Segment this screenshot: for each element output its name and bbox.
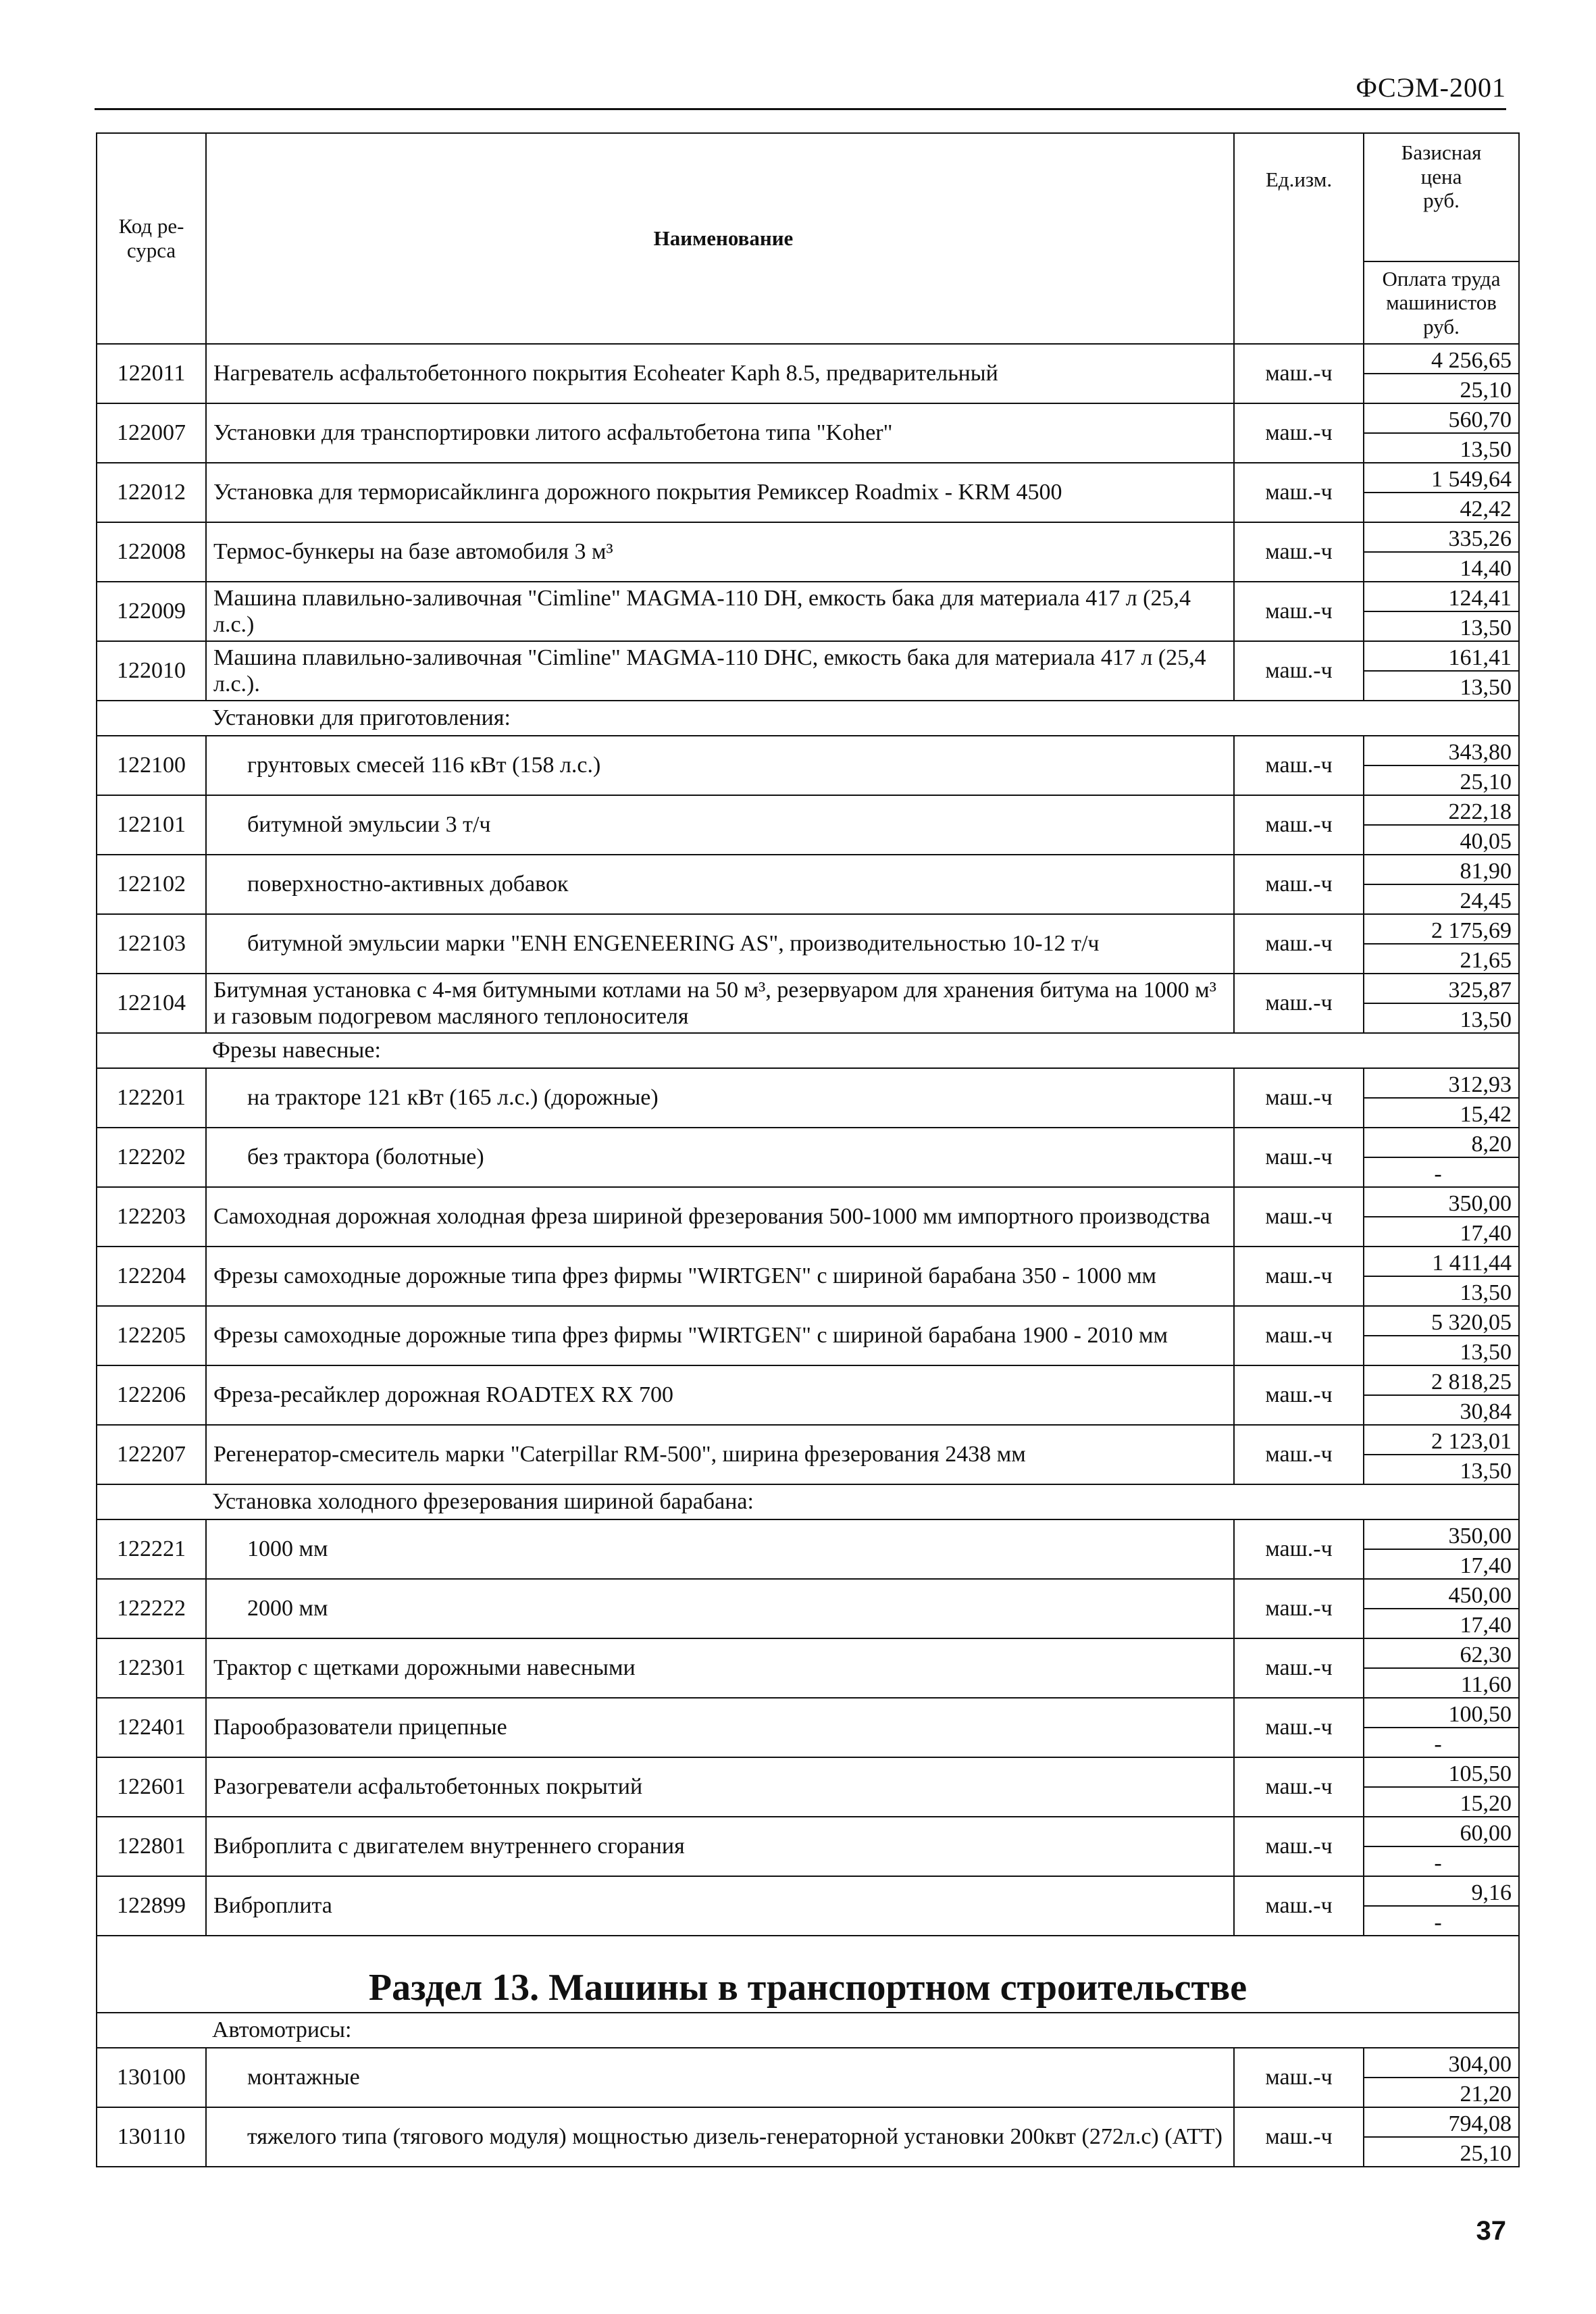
table-row (97, 522, 1519, 582)
operator-pay: 11,60 (1460, 1672, 1512, 1698)
table-row (97, 1698, 1519, 1757)
resource-code: 122221 (97, 1519, 206, 1579)
price-cell (1364, 974, 1519, 1033)
price-cell (1364, 795, 1519, 855)
price-box (1364, 855, 1518, 913)
resource-unit: маш.-ч (1234, 1698, 1364, 1757)
resource-unit: маш.-ч (1234, 1757, 1364, 1817)
price-cell (1364, 1247, 1519, 1306)
table-row (97, 736, 1519, 795)
resource-code: 122008 (97, 522, 206, 582)
price-cell (1364, 344, 1519, 403)
resource-code: 122100 (97, 736, 206, 795)
price-cell (1364, 641, 1519, 701)
base-price: 81,90 (1364, 855, 1518, 885)
base-price: 62,30 (1364, 1639, 1518, 1669)
table-row (97, 855, 1519, 914)
base-price: 8,20 (1364, 1128, 1518, 1158)
table-row (97, 1876, 1519, 1936)
resource-name: Парообразователи прицепные (206, 1698, 1234, 1757)
section-heading: Раздел 13. Машины в транспортном строительстве (368, 1967, 1247, 2009)
resource-unit: маш.-ч (1234, 1876, 1364, 1936)
price-cell (1364, 582, 1519, 641)
header-price-pay: Оплата труда машинистов руб. (1382, 266, 1501, 338)
price-box (1364, 345, 1518, 403)
resource-code: 122201 (97, 1068, 206, 1128)
base-price: 350,00 (1364, 1188, 1518, 1217)
table-row (97, 1579, 1519, 1638)
resource-name: Битумная установка с 4-мя битумными котлами на 50 м³, резервуаром для хранения битума на 1000 м³ и газовым подогревом масляного теплоносителя (206, 974, 1234, 1033)
table-row (97, 974, 1519, 1033)
operator-pay: 30,84 (1460, 1399, 1512, 1425)
operator-pay: 25,10 (1460, 378, 1512, 403)
price-box (1364, 1758, 1518, 1816)
price-box (1364, 1188, 1518, 1246)
resource-name: Регенератор-смеситель марки "Caterpillar RM-500", ширина фрезерования 2438 мм (206, 1425, 1234, 1484)
resource-code: 130110 (97, 2107, 206, 2167)
price-cell (1364, 1519, 1519, 1579)
table-row (97, 2048, 1519, 2107)
resource-unit: маш.-ч (1234, 736, 1364, 795)
price-box (1364, 1639, 1518, 1697)
resource-unit: маш.-ч (1234, 1425, 1364, 1484)
operator-pay: 13,50 (1460, 675, 1512, 701)
price-box (1364, 404, 1518, 462)
price-cell (1364, 1365, 1519, 1425)
operator-pay: 15,42 (1460, 1102, 1512, 1128)
resource-unit: маш.-ч (1234, 1638, 1364, 1698)
operator-pay: - (1434, 1910, 1442, 1936)
resource-name: битумной эмульсии 3 т/ч (206, 795, 1234, 855)
price-box (1364, 2048, 1518, 2107)
resource-unit: маш.-ч (1234, 1128, 1364, 1187)
base-price: 9,16 (1364, 1877, 1518, 1907)
resource-name: битумной эмульсии марки "ENH ENGENEERING AS", производительностью 10-12 т/ч (206, 914, 1234, 974)
operator-pay: 21,20 (1460, 2082, 1512, 2107)
price-box (1364, 796, 1518, 854)
base-price: 1 411,44 (1364, 1247, 1518, 1277)
resource-code: 130100 (97, 2048, 206, 2107)
resource-unit: маш.-ч (1234, 344, 1364, 403)
price-cell (1364, 1187, 1519, 1247)
table-row (97, 1247, 1519, 1306)
resource-name: Фреза-ресайклер дорожная ROADTEX RX 700 (206, 1365, 1234, 1425)
table-row (97, 2107, 1519, 2167)
price-cell (1364, 1817, 1519, 1876)
table-row (97, 582, 1519, 641)
operator-pay: 25,10 (1460, 2141, 1512, 2167)
price-cell (1364, 1579, 1519, 1638)
group-heading: Автомотрисы: (97, 2013, 1519, 2048)
price-cell (1364, 1698, 1519, 1757)
operator-pay: 17,40 (1460, 1221, 1512, 1247)
price-box (1364, 463, 1518, 522)
operator-pay: 17,40 (1460, 1553, 1512, 1579)
table-row (97, 1365, 1519, 1425)
base-price: 2 175,69 (1364, 915, 1518, 945)
resource-code: 122102 (97, 855, 206, 914)
resource-code: 122899 (97, 1876, 206, 1936)
resource-unit: маш.-ч (1234, 974, 1364, 1033)
table-row (97, 914, 1519, 974)
price-box (1364, 1580, 1518, 1638)
price-box (1364, 582, 1518, 640)
group-heading-row (97, 1033, 1519, 1068)
base-price: 312,93 (1364, 1069, 1518, 1099)
resource-unit: маш.-ч (1234, 403, 1364, 463)
resource-code: 122103 (97, 914, 206, 974)
resource-name: Термос-бункеры на базе автомобиля 3 м³ (206, 522, 1234, 582)
base-price: 2 818,25 (1364, 1366, 1518, 1396)
resource-name: Разогреватели асфальтобетонных покрытий (206, 1757, 1234, 1817)
resource-name: Машина плавильно-заливочная "Cimline" MAGMA-110 DH, емкость бака для материала 417 л (25,4 л.с.) (206, 582, 1234, 641)
operator-pay: 13,50 (1460, 1459, 1512, 1484)
resource-name: Нагреватель асфальтобетонного покрытия Ecoheater Kaph 8.5, предварительный (206, 344, 1234, 403)
resource-unit: маш.-ч (1234, 1519, 1364, 1579)
resource-unit: маш.-ч (1234, 795, 1364, 855)
base-price: 325,87 (1364, 974, 1518, 1004)
price-cell (1364, 1425, 1519, 1484)
resource-code: 122205 (97, 1306, 206, 1365)
base-price: 60,00 (1364, 1817, 1518, 1847)
price-cell (1364, 914, 1519, 974)
table-row (97, 1128, 1519, 1187)
base-price: 124,41 (1364, 582, 1518, 612)
base-price: 1 549,64 (1364, 463, 1518, 493)
resource-unit: маш.-ч (1234, 914, 1364, 974)
header-name: Наименование (206, 133, 1234, 344)
resource-name: Трактор с щетками дорожными навесными (206, 1638, 1234, 1698)
price-cell (1364, 522, 1519, 582)
price-cell (1364, 855, 1519, 914)
header-unit: Ед.изм. (1234, 133, 1364, 344)
price-box (1364, 523, 1518, 581)
operator-pay: 13,50 (1460, 437, 1512, 463)
price-box (1364, 1699, 1518, 1757)
resource-name: Фрезы самоходные дорожные типа фрез фирмы "WIRTGEN" с шириной барабана 1900 - 2010 мм (206, 1306, 1234, 1365)
table-body (97, 344, 1519, 2167)
base-price: 794,08 (1364, 2108, 1518, 2138)
resource-unit: маш.-ч (1234, 582, 1364, 641)
resource-name: Фрезы самоходные дорожные типа фрез фирмы "WIRTGEN" с шириной барабана 350 - 1000 мм (206, 1247, 1234, 1306)
resource-code: 122207 (97, 1425, 206, 1484)
price-cell (1364, 1068, 1519, 1128)
price-cell (1364, 1306, 1519, 1365)
base-price: 560,70 (1364, 404, 1518, 434)
header-price-base: Базисная цена руб. (1364, 134, 1518, 262)
header-price (1364, 133, 1519, 344)
price-box (1364, 1128, 1518, 1186)
resource-code: 122202 (97, 1128, 206, 1187)
resource-name: Установки для транспортировки литого асфальтобетона типа "Koher" (206, 403, 1234, 463)
base-price: 4 256,65 (1364, 345, 1518, 374)
price-box (1364, 2108, 1518, 2166)
resource-unit: маш.-ч (1234, 641, 1364, 701)
resource-name: тяжелого типа (тягового модуля) мощностью дизель-генераторной установки 200квт (272л.с) (АТТ) (206, 2107, 1234, 2167)
table-row (97, 1638, 1519, 1698)
price-box (1364, 1817, 1518, 1876)
base-price: 105,50 (1364, 1758, 1518, 1788)
base-price: 343,80 (1364, 736, 1518, 766)
resource-unit: маш.-ч (1234, 522, 1364, 582)
table-row (97, 1068, 1519, 1128)
table-row (97, 641, 1519, 701)
base-price: 304,00 (1364, 2048, 1518, 2078)
base-price: 222,18 (1364, 796, 1518, 826)
resource-code: 122206 (97, 1365, 206, 1425)
table-row (97, 1757, 1519, 1817)
price-cell (1364, 463, 1519, 522)
resource-name: без трактора (болотные) (206, 1128, 1234, 1187)
resource-name: Машина плавильно-заливочная "Cimline" MAGMA-110 DHC, емкость бака для материала 417 л (25,4 л.с.). (206, 641, 1234, 701)
resource-name: Виброплита (206, 1876, 1234, 1936)
price-box (1364, 974, 1518, 1032)
resource-unit: маш.-ч (1234, 1365, 1364, 1425)
group-heading: Фрезы навесные: (97, 1033, 1519, 1068)
operator-pay: 42,42 (1460, 497, 1512, 522)
resource-code: 122601 (97, 1757, 206, 1817)
group-heading: Установка холодного фрезерования шириной барабана: (97, 1484, 1519, 1519)
price-box (1364, 915, 1518, 973)
resource-unit: маш.-ч (1234, 1817, 1364, 1876)
price-cell (1364, 1128, 1519, 1187)
operator-pay: 13,50 (1460, 1340, 1512, 1365)
resource-name: Виброплита с двигателем внутреннего сгорания (206, 1817, 1234, 1876)
operator-pay: 25,10 (1460, 770, 1512, 795)
resource-code: 122204 (97, 1247, 206, 1306)
resource-name: 2000 мм (206, 1579, 1234, 1638)
resource-code: 122012 (97, 463, 206, 522)
price-box (1364, 1426, 1518, 1484)
resource-unit: маш.-ч (1234, 1187, 1364, 1247)
table-row (97, 344, 1519, 403)
base-price: 5 320,05 (1364, 1307, 1518, 1336)
base-price: 450,00 (1364, 1580, 1518, 1609)
operator-pay: - (1434, 1732, 1442, 1757)
operator-pay: 15,20 (1460, 1791, 1512, 1817)
base-price: 100,50 (1364, 1699, 1518, 1728)
price-cell (1364, 403, 1519, 463)
resource-code: 122203 (97, 1187, 206, 1247)
base-price: 350,00 (1364, 1520, 1518, 1550)
table-row (97, 1519, 1519, 1579)
table-row (97, 1817, 1519, 1876)
price-cell (1364, 736, 1519, 795)
resource-name: 1000 мм (206, 1519, 1234, 1579)
section-cell (97, 1936, 1519, 2013)
header-rule (95, 108, 1506, 110)
table-row (97, 403, 1519, 463)
price-cell (1364, 1876, 1519, 1936)
table-row (97, 795, 1519, 855)
resource-code: 122222 (97, 1579, 206, 1638)
table-row (97, 1187, 1519, 1247)
resource-name: на тракторе 121 кВт (165 л.с.) (дорожные) (206, 1068, 1234, 1128)
operator-pay: 17,40 (1460, 1613, 1512, 1638)
operator-pay: 21,65 (1460, 948, 1512, 974)
resource-code: 122010 (97, 641, 206, 701)
resource-code: 122007 (97, 403, 206, 463)
price-cell (1364, 1638, 1519, 1698)
resource-unit: маш.-ч (1234, 1068, 1364, 1128)
resource-unit: маш.-ч (1234, 1306, 1364, 1365)
resource-price-table (96, 132, 1520, 2167)
price-box (1364, 1877, 1518, 1935)
price-box (1364, 1247, 1518, 1305)
resource-code: 122011 (97, 344, 206, 403)
price-cell (1364, 2107, 1519, 2167)
operator-pay: 40,05 (1460, 829, 1512, 855)
resource-name: монтажные (206, 2048, 1234, 2107)
price-box (1364, 642, 1518, 700)
price-box (1364, 1069, 1518, 1127)
resource-code: 122401 (97, 1698, 206, 1757)
table-header-row (97, 133, 1519, 344)
table-row (97, 1306, 1519, 1365)
operator-pay: 14,40 (1460, 556, 1512, 582)
base-price: 335,26 (1364, 523, 1518, 553)
operator-pay: - (1434, 1161, 1442, 1187)
resource-code: 122104 (97, 974, 206, 1033)
resource-code: 122801 (97, 1817, 206, 1876)
group-heading-row (97, 1484, 1519, 1519)
resource-name: поверхностно-активных добавок (206, 855, 1234, 914)
resource-unit: маш.-ч (1234, 1579, 1364, 1638)
operator-pay: 24,45 (1460, 888, 1512, 914)
operator-pay: 13,50 (1460, 1280, 1512, 1306)
operator-pay: 13,50 (1460, 615, 1512, 641)
page-number: 37 (1476, 2216, 1506, 2246)
price-box (1364, 1520, 1518, 1578)
price-cell (1364, 2048, 1519, 2107)
table-row (97, 1425, 1519, 1484)
table-row (97, 463, 1519, 522)
resource-unit: маш.-ч (1234, 2107, 1364, 2167)
resource-code: 122301 (97, 1638, 206, 1698)
resource-unit: маш.-ч (1234, 855, 1364, 914)
resource-unit: маш.-ч (1234, 1247, 1364, 1306)
base-price: 161,41 (1364, 642, 1518, 672)
document-code: ФСЭМ-2001 (1356, 72, 1506, 103)
price-box (1364, 1366, 1518, 1424)
group-heading: Установки для приготовления: (97, 701, 1519, 736)
resource-unit: маш.-ч (1234, 463, 1364, 522)
resource-code: 122009 (97, 582, 206, 641)
section-heading-row (97, 1936, 1519, 2013)
header-code: Код ре- сурса (97, 133, 206, 344)
resource-name: Установка для терморисайклинга дорожного покрытия Ремиксер Roadmix - KRM 4500 (206, 463, 1234, 522)
price-cell (1364, 1757, 1519, 1817)
resource-name: Самоходная дорожная холодная фреза шириной фрезерования 500-1000 мм импортного производства (206, 1187, 1234, 1247)
base-price: 2 123,01 (1364, 1426, 1518, 1455)
group-heading-row (97, 701, 1519, 736)
resource-unit: маш.-ч (1234, 2048, 1364, 2107)
resource-name: грунтовых смесей 116 кВт (158 л.с.) (206, 736, 1234, 795)
resource-code: 122101 (97, 795, 206, 855)
operator-pay: - (1434, 1851, 1442, 1876)
price-box (1364, 736, 1518, 795)
group-heading-row (97, 2013, 1519, 2048)
operator-pay: 13,50 (1460, 1007, 1512, 1033)
price-box (1364, 1307, 1518, 1365)
